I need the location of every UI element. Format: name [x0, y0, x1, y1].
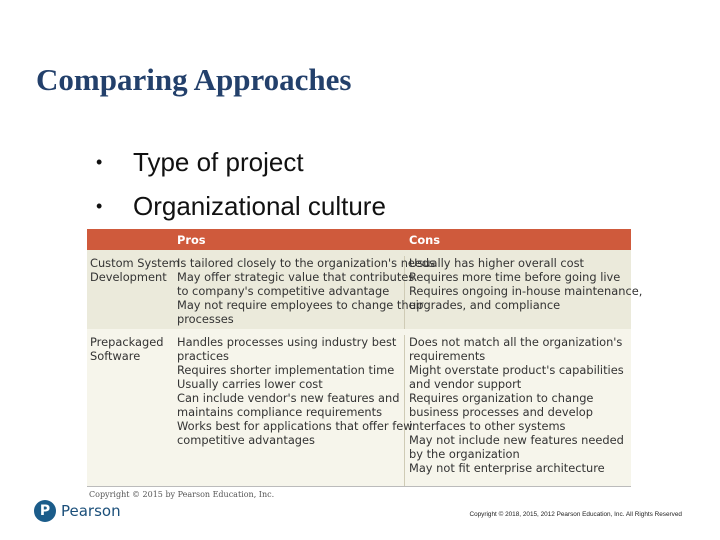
approach-cell [87, 335, 174, 486]
cons-cell [405, 256, 643, 329]
cell-line: by the organization [409, 447, 520, 461]
cell-line: and vendor support [409, 377, 522, 391]
cell-line: Usually carries lower cost [177, 377, 323, 391]
cell-line: Usually has higher overall cost [409, 256, 585, 270]
cell-line: Requires organization to change [409, 391, 594, 405]
cell-line: May not include new features needed [409, 433, 624, 447]
comparison-table [87, 229, 643, 486]
cell-line: interfaces to other systems [409, 419, 566, 433]
cell-line: Works best for applications that offer few [177, 419, 413, 433]
cell-line: business processes and develop [409, 405, 594, 419]
cell-line: requirements [409, 349, 486, 363]
table-row [87, 329, 631, 486]
cell-line: Is tailored closely to the organization's needs [177, 256, 436, 270]
cell-line: Custom System [90, 256, 180, 270]
bullet-dot-icon: • [96, 195, 103, 216]
bullet-dot-icon: • [96, 151, 103, 172]
cell-line: Requires shorter implementation time [177, 363, 395, 377]
pros-cell [174, 335, 413, 486]
cons-cell [405, 335, 631, 486]
cell-line: Handles processes using industry best [177, 335, 397, 349]
footer-copyright: Copyright © 2018, 2015, 2012 Pearson Education, Inc. All Rights Reserved [469, 511, 682, 518]
header-cons: Cons [409, 232, 441, 247]
cell-line: Requires more time before going live [409, 270, 621, 284]
cell-line: May offer strategic value that contributes [177, 270, 415, 284]
table-header [87, 229, 631, 250]
cell-line: upgrades, and compliance [409, 298, 561, 312]
cell-line: Does not match all the organization's [409, 335, 623, 349]
slide-title: Comparing Approaches [36, 62, 352, 97]
table-row [87, 250, 643, 329]
cell-line: to company's competitive advantage [177, 284, 390, 298]
cell-line: Requires ongoing in-house maintenance, [409, 284, 643, 298]
pearson-logo-icon: P [34, 500, 56, 522]
cell-line: Software [90, 349, 141, 363]
cell-line: May not require employees to change their [177, 298, 424, 312]
cell-line: processes [177, 312, 234, 326]
pros-cell [174, 256, 436, 329]
cell-line: practices [177, 349, 229, 363]
cell-line: competitive advantages [177, 433, 315, 447]
bullet-list [96, 140, 386, 228]
bullet-text: Organizational culture [133, 190, 386, 221]
bullet-text: Type of project [133, 146, 304, 177]
bullet-item [96, 184, 386, 228]
approach-cell [87, 256, 180, 329]
cell-line: Might overstate product's capabilities [409, 363, 624, 377]
pearson-logo-text: Pearson [61, 502, 121, 520]
cell-line: Prepackaged [90, 335, 164, 349]
cell-line: maintains compliance requirements [177, 405, 383, 419]
bullet-item [96, 140, 386, 184]
cell-line: May not fit enterprise architecture [409, 461, 605, 475]
cell-line: Development [90, 270, 167, 284]
pearson-logo [34, 500, 121, 522]
cell-line: Can include vendor's new features and [177, 391, 400, 405]
table-divider [87, 486, 631, 487]
table-copyright: Copyright © 2015 by Pearson Education, Inc. [89, 490, 275, 499]
header-pros: Pros [177, 232, 206, 247]
